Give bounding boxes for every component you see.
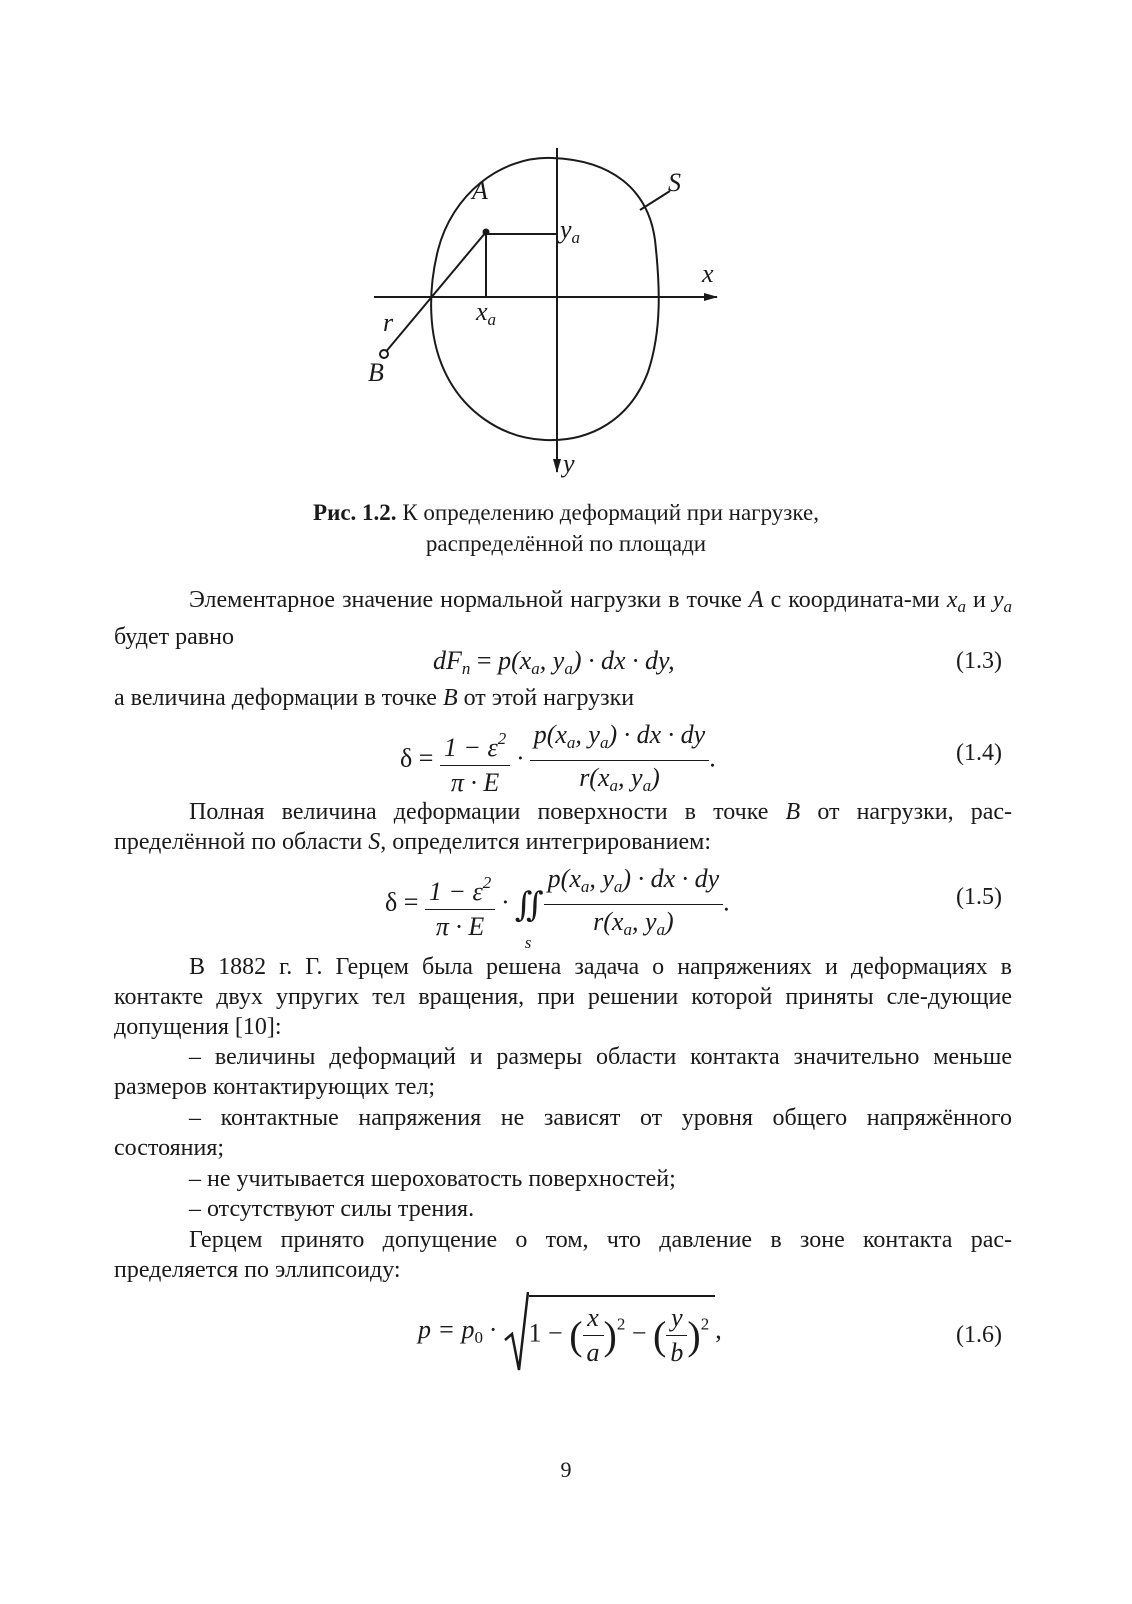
label-x: x — [702, 259, 714, 288]
s-leader — [640, 191, 670, 210]
equation-1-6: $p = p_0 \cdot 1$ − ( $\frac{x}{a}$ )$^2$ − ( $\frac{y}{b}$ )$^2$ , — [418, 1290, 722, 1374]
paragraph-4: В 1882 г. Г. Герцем была решена задача о напряжениях и деформациях в контакте двух упругих тел вращения, при решении которой приняты сле-дующие допущения [10]: — [114, 954, 1012, 1040]
label-r: r — [383, 308, 394, 337]
paragraph-2: а величина деформации в точке B от этой нагрузки — [114, 685, 635, 711]
label-xa: $x_a$ — [476, 297, 497, 329]
equation-number-1-6: (1.6) — [956, 1322, 1002, 1348]
list-item-3: – не учитывается шероховатость поверхностей; — [189, 1166, 676, 1192]
figure-caption — [200, 497, 932, 559]
figure-1-2 — [0, 0, 1132, 500]
list-item-2: – контактные напряжения не зависят от уровня общего напряжённого состояния; — [114, 1105, 1012, 1161]
figure-drawing — [0, 0, 1132, 500]
list-item-1: – величины деформаций и размеры области контакта значительно меньше размеров контактирующих тел; — [114, 1044, 1012, 1100]
point-b — [380, 350, 388, 358]
label-s: S — [668, 168, 681, 197]
equation-1-4: δ = $\frac{1 - \varepsilon^2}{\pi \cdot E}$ · $\frac{p(x_a, y_a) \cdot dx \cdot dy}{r(x_a, y_a)}$ . — [400, 720, 716, 797]
equation-number-1-3: (1.3) — [956, 648, 1002, 674]
equation-1-3: $dF_n = p(x_a$, $y_a$) · dx · dy, — [433, 646, 675, 678]
label-a: A — [472, 176, 488, 205]
paragraph-5: Герцем принято допущение о том, что давление в зоне контакта рас-пределяется по эллипсоиду: — [114, 1227, 1012, 1283]
page-number: 9 — [560, 1457, 572, 1482]
paragraph-1: Элементарное значение нормальной нагрузки в точке A с координата-ми $x_a$ и $y_a$ будет равно — [114, 587, 1013, 650]
label-b: B — [368, 358, 384, 387]
sqrt-sign — [503, 1290, 529, 1374]
label-ya: $y_a$ — [560, 215, 581, 247]
caption-number: Рис. 1.2. — [313, 500, 397, 525]
r-line — [384, 232, 486, 354]
label-y: y — [563, 449, 575, 478]
sqrt-body: 1 − ( $\frac{x}{a}$ )$^2$ − ( $\frac{y}{b}$ )$^2$ — [529, 1295, 716, 1370]
paragraph-3: Полная величина деформации поверхности в точке B от нагрузки, рас-пределённой по области S, определится интегрированием: — [114, 799, 1012, 855]
equation-number-1-5: (1.5) — [956, 884, 1002, 910]
list-item-4: – отсутствуют силы трения. — [189, 1196, 475, 1222]
caption-line1: К определению деформаций при нагрузке, — [396, 500, 819, 525]
region-s-contour — [431, 158, 659, 440]
equation-number-1-4: (1.4) — [956, 740, 1002, 766]
caption-line2: распределённой по площади — [425, 531, 707, 556]
equation-1-5: δ = $\frac{1 - \varepsilon^2}{\pi \cdot E}$ · ∬ s $\frac{p(x_a, y_a) \cdot dx \cdot dy}{r(x_a, y_a)}$ . — [385, 864, 730, 952]
